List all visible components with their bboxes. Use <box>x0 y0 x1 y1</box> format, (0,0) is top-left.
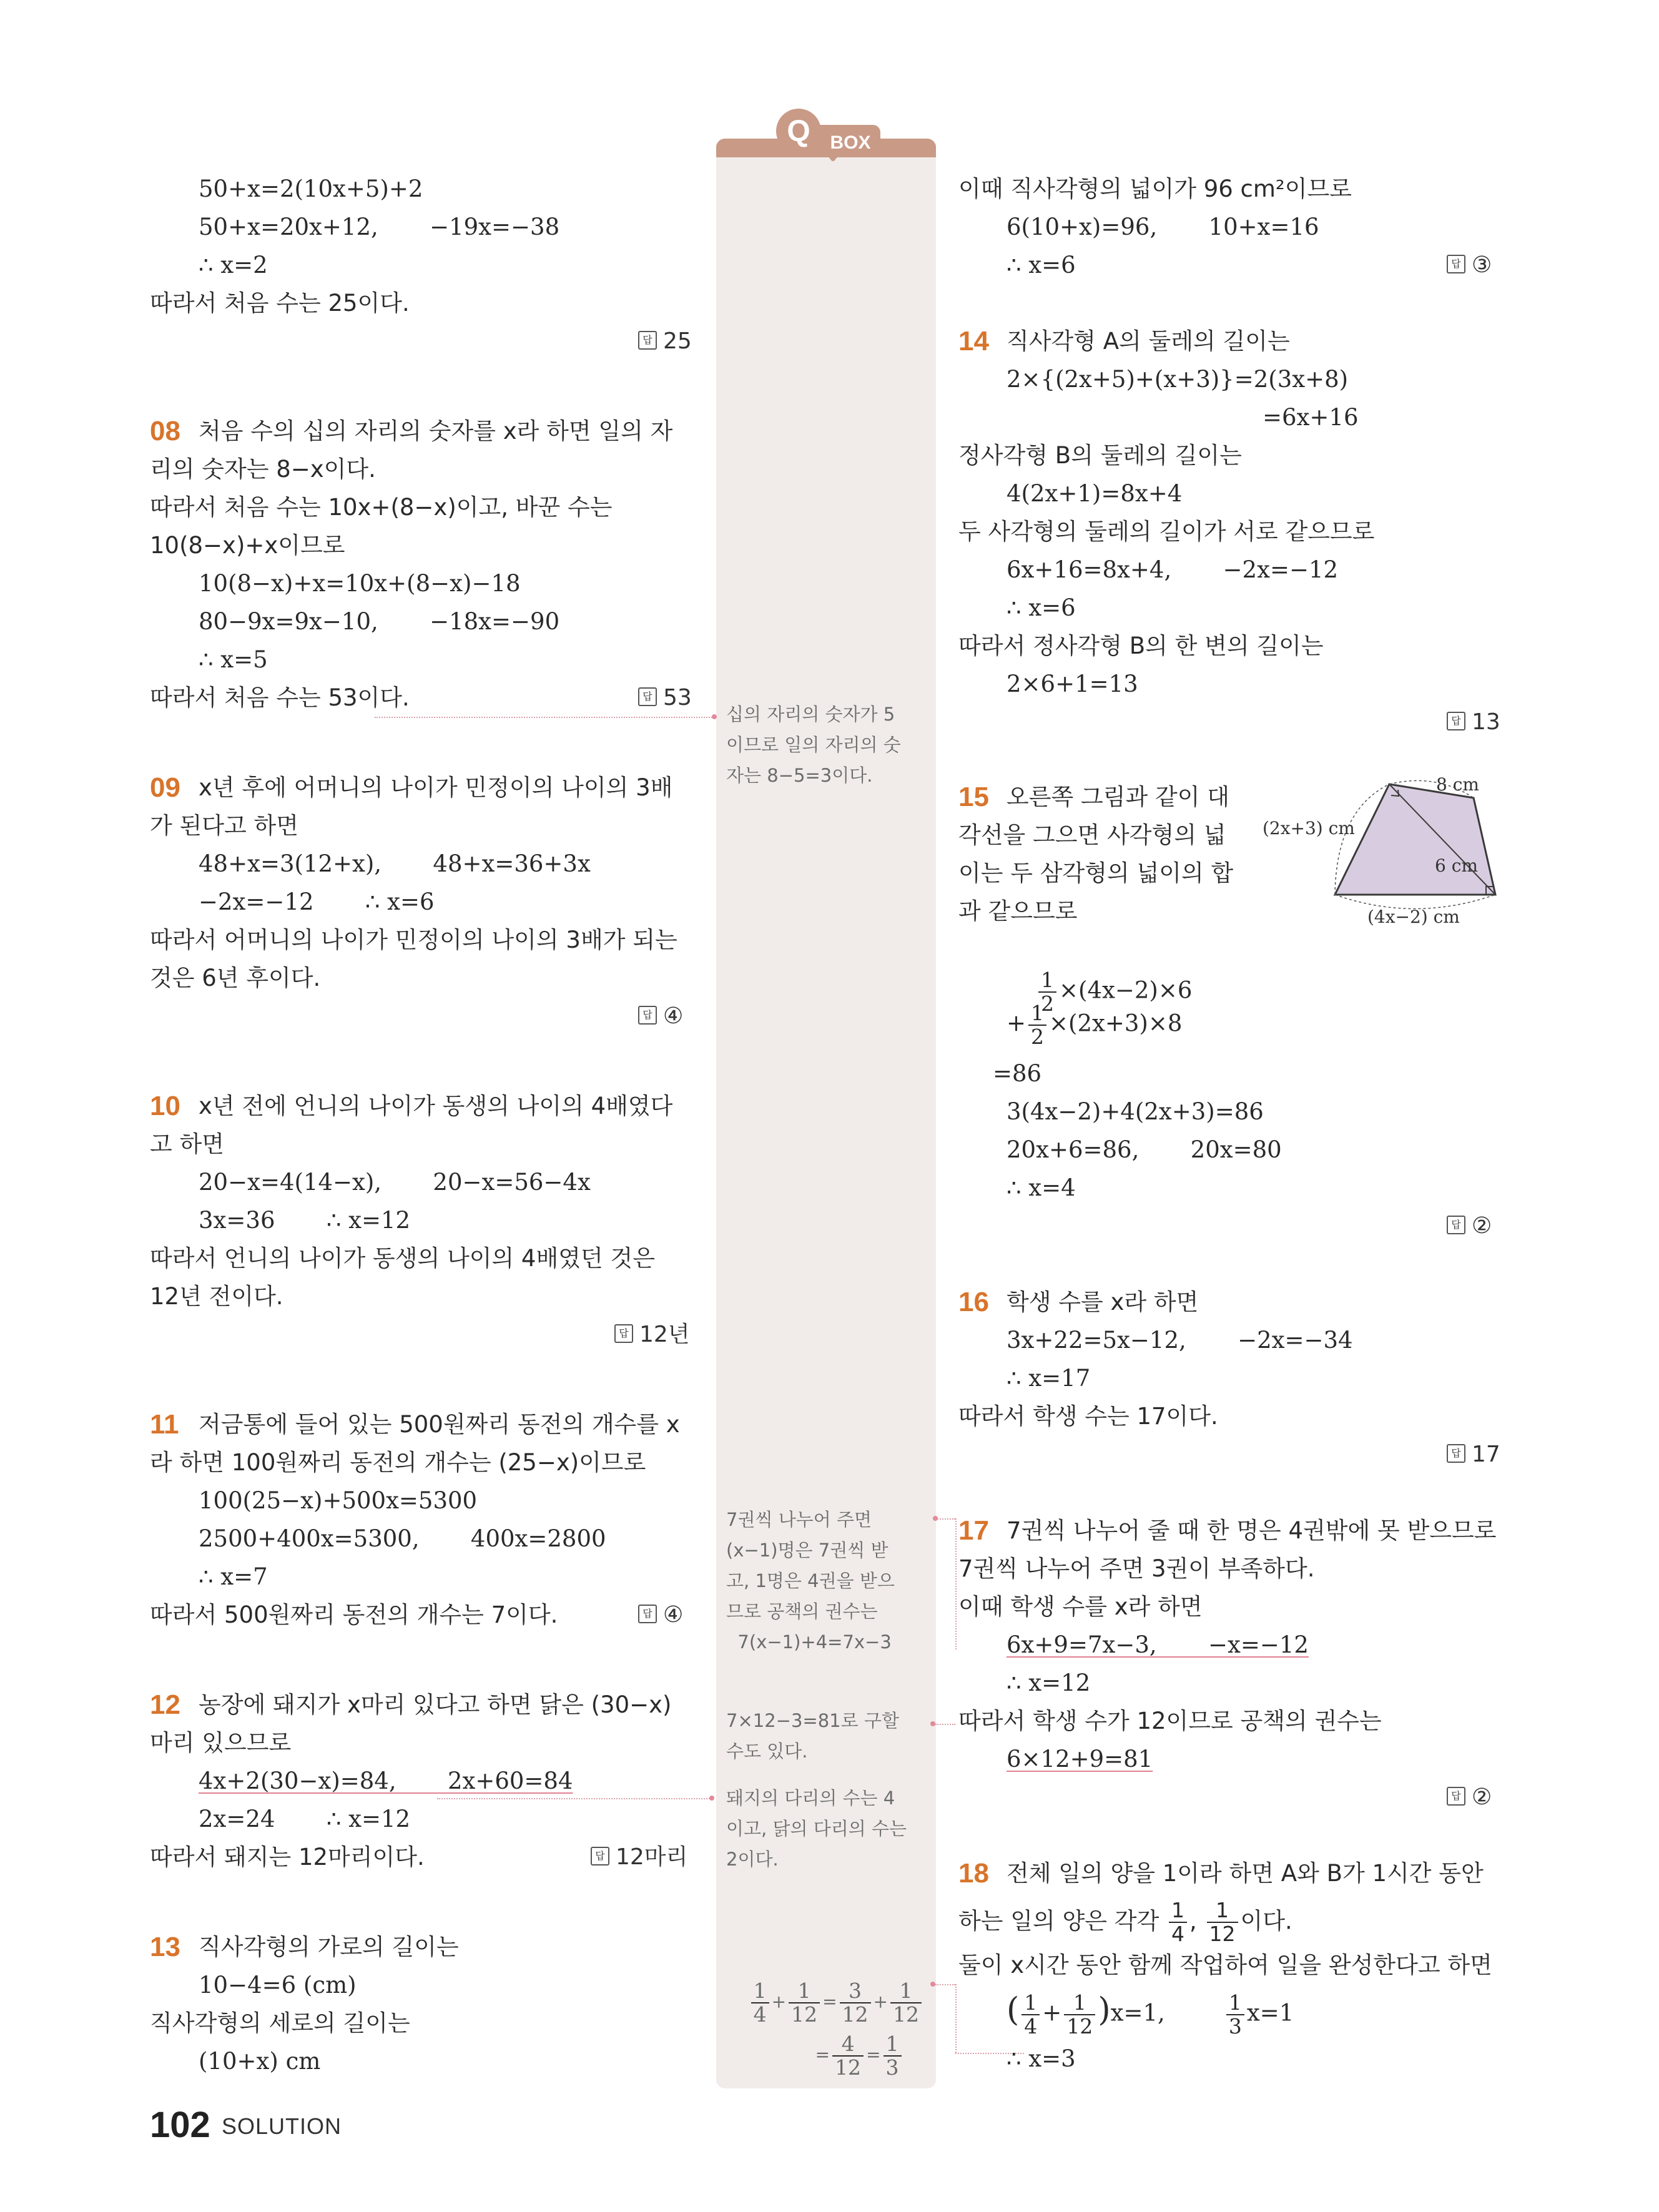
answer-15 <box>1447 1212 1492 1241</box>
eq-line: 6x+9=7x−3, −x=−12 <box>1007 1631 1309 1658</box>
frac-den: 3 <box>1228 2014 1242 2038</box>
text-line: 둘이 x시간 동안 함께 작업하여 일을 완성한다고 하면 <box>958 1952 1492 1979</box>
text-line: 오른쪽 그림과 같이 대 <box>1007 784 1229 810</box>
text-line: 것은 6년 후이다. <box>150 965 321 991</box>
qbox-q: Q <box>787 115 810 148</box>
note-line: 므로 공책의 권수는 <box>726 1601 878 1622</box>
frac-den: 2 <box>1031 1025 1045 1049</box>
answer-icon: 답 <box>1447 1216 1465 1234</box>
eq-line: 2x=24 ∴ x=12 <box>199 1806 411 1832</box>
eq-line: 6×12+9=81 <box>1007 1746 1153 1772</box>
problem-number: 08 <box>150 416 180 446</box>
eq-line: 3x=36 ∴ x=12 <box>199 1207 411 1234</box>
text-line: x년 전에 언니의 나이가 동생의 나이의 4배였다 <box>199 1093 673 1119</box>
eq-line: 10(8−x)+x=10x+(8−x)−18 <box>199 570 521 597</box>
eq-line: 2×6+1=13 <box>1007 671 1138 697</box>
label-6cm: 6 cm <box>1435 855 1478 876</box>
problem-number: 14 <box>958 326 989 356</box>
answer-icon: 답 <box>638 687 657 706</box>
answer-13 <box>1447 251 1492 280</box>
text-line: 따라서 처음 수는 53이다. <box>150 684 410 711</box>
connector <box>437 1798 712 1799</box>
eq-text: ×(2x+3)×8 <box>1049 1010 1183 1037</box>
problem-number: 11 <box>150 1409 179 1440</box>
problem-number: 09 <box>150 772 180 803</box>
connector <box>935 1724 955 1725</box>
eq-line: 100(25−x)+500x=5300 <box>199 1487 478 1514</box>
answer-value: ② <box>1472 1213 1492 1239</box>
frac-num: 1 <box>1226 1992 1244 2015</box>
connector-dot <box>712 714 717 719</box>
eq-line: ∴ x=2 <box>199 252 268 278</box>
text-line: 고 하면 <box>150 1131 224 1158</box>
connector-dot <box>930 1721 935 1726</box>
text-span: 이다. <box>1240 1907 1292 1935</box>
frac-num: 1 <box>1028 1002 1046 1026</box>
frac-den: 4 <box>1024 2014 1038 2038</box>
answer-14 <box>1447 708 1500 737</box>
text-line: 학생 수를 x라 하면 <box>1007 1289 1199 1315</box>
text-line: 라 하면 100원짜리 동전의 개수는 (25−x)이므로 <box>150 1449 646 1476</box>
eq-line: 4(2x+1)=8x+4 <box>1007 480 1183 507</box>
fraction-note-2: = $\frac{4}{12}$ = $\frac{1}{3}$ <box>793 2010 904 2101</box>
note-line: 십의 자리의 숫자가 5 <box>726 704 895 725</box>
text-line: 따라서 언니의 나이가 동생의 나이의 4배였던 것은 <box>150 1245 655 1272</box>
frac-num: 1 <box>1064 1992 1095 2015</box>
text-line: 따라서 학생 수는 17이다. <box>958 1403 1218 1430</box>
answer-icon: 답 <box>638 331 657 350</box>
frac-num: 1 <box>1207 1899 1238 1923</box>
answer-value: 12년 <box>639 1322 690 1347</box>
answer-17 <box>1447 1783 1492 1812</box>
text-line: x년 후에 어머니의 나이가 민정이의 나이의 3배 <box>199 774 673 801</box>
frac-den: 12 <box>1066 2014 1093 2038</box>
text-line: 따라서 정사각형 B의 한 변의 길이는 <box>958 632 1324 659</box>
qbox-logo <box>769 105 885 161</box>
eq-text: x=1, <box>1110 1999 1165 2027</box>
answer-value: ④ <box>663 1003 684 1029</box>
text-line: 정사각형 B의 둘레의 길이는 <box>958 442 1242 469</box>
eq-line: 20x+6=86, 20x=80 <box>1007 1136 1282 1163</box>
label-4x2: (4x−2) cm <box>1367 907 1460 927</box>
eq-line: 10−4=6 (cm) <box>199 1972 357 1998</box>
text-line: 따라서 돼지는 12마리이다. <box>150 1844 425 1870</box>
note-line: 수도 있다. <box>726 1741 808 1762</box>
text-line: 하는 일의 양은 각각 $\frac{1}{4}$ , $\frac{1}{12}$ 이다. <box>958 1898 1292 1946</box>
problem-number: 18 <box>958 1858 989 1889</box>
text-line: 이는 두 삼각형의 넓이의 합 <box>958 860 1234 887</box>
frac-num: 4 <box>832 2033 864 2057</box>
connector <box>935 1984 955 1985</box>
frac-num: 1 <box>1169 1899 1187 1923</box>
problem-number: 13 <box>150 1932 180 1962</box>
label-8cm: 8 cm <box>1436 774 1479 795</box>
answer-value: 12마리 <box>616 1844 688 1870</box>
eq-line: 48+x=3(12+x), 48+x=36+3x <box>199 850 591 877</box>
frac-num: 1 <box>1021 1992 1040 2015</box>
page-label: SOLUTION <box>222 2113 342 2139</box>
text-line: 리의 숫자는 8−x이다. <box>150 456 376 483</box>
problem-number: 16 <box>958 1287 989 1317</box>
text-line: 가 된다고 하면 <box>150 812 298 839</box>
text-line: 마리 있으므로 <box>150 1729 292 1756</box>
eq-line: ∴ x=7 <box>199 1563 268 1590</box>
text-line: 따라서 500원짜리 동전의 개수는 7이다. <box>150 1601 558 1628</box>
eq-line: + $\frac{1}{2}$ ×(2x+3)×8 <box>1007 1001 1183 1049</box>
note-line: 7권씩 나누어 주면 <box>726 1509 872 1530</box>
text-line: 이때 학생 수를 x라 하면 <box>958 1593 1203 1620</box>
text-line: 처음 수의 십의 자리의 숫자를 x라 하면 일의 자 <box>199 418 673 445</box>
quad-shape <box>1335 784 1495 895</box>
frac-den: 2 <box>1041 991 1055 1016</box>
connector <box>955 1984 957 2053</box>
eq-line: −2x=−12 ∴ x=6 <box>199 888 435 915</box>
eq-line: =6x+16 <box>1263 404 1359 431</box>
answer-value: ③ <box>1472 252 1492 278</box>
eq-line: 20−x=4(14−x), 20−x=56−4x <box>199 1169 591 1196</box>
answer-value: ④ <box>663 1602 684 1628</box>
text-line: 직사각형 A의 둘레의 길이는 <box>1007 328 1290 355</box>
answer-09 <box>638 1002 683 1031</box>
eq-line: ∴ x=3 <box>1007 2045 1076 2072</box>
problem-number: 12 <box>150 1689 180 1720</box>
problem-number: 15 <box>958 782 989 812</box>
answer-07 <box>638 327 692 356</box>
text-line: 직사각형의 세로의 길이는 <box>150 2010 410 2037</box>
connector <box>935 1518 955 1520</box>
text-line: 따라서 어머니의 나이가 민정이의 나이의 3배가 되는 <box>150 927 677 953</box>
text-line: 따라서 처음 수는 25이다. <box>150 290 410 317</box>
frac-den: 12 <box>835 2055 862 2080</box>
text-line: 직사각형의 가로의 길이는 <box>199 1934 459 1960</box>
answer-icon: 답 <box>591 1847 609 1865</box>
answer-icon: 답 <box>1447 712 1465 730</box>
answer-icon: 답 <box>1447 255 1465 273</box>
note-line: 고, 1명은 4권을 받으 <box>726 1570 895 1591</box>
frac-num: 1 <box>884 2033 902 2057</box>
frac-den: 12 <box>893 2002 920 2027</box>
frac-den: 3 <box>885 2055 899 2080</box>
note-line: 자는 8−5=3이다. <box>726 765 873 786</box>
connector <box>955 1518 957 1649</box>
page-number: 102 <box>150 2105 210 2145</box>
eq-line: ∴ x=5 <box>199 646 268 673</box>
eq-line: 3(4x−2)+4(2x+3)=86 <box>1007 1098 1264 1125</box>
frac-num: 1 <box>1038 969 1056 993</box>
eq-text: x=1 <box>1246 1999 1294 2027</box>
text-line: 각선을 그으면 사각형의 넓 <box>958 822 1226 848</box>
answer-value: 17 <box>1472 1442 1500 1467</box>
text-line: 10(8−x)+x이므로 <box>150 532 345 559</box>
eq-line: 3x+22=5x−12, −2x=−34 <box>1007 1327 1353 1354</box>
eq-line: 6(10+x)=96, 10+x=16 <box>1007 214 1319 240</box>
eq-line: ∴ x=6 <box>1007 252 1076 278</box>
note-line: 이고, 닭의 다리의 수는 <box>726 1818 907 1839</box>
label-2x3: (2x+3) cm <box>1263 818 1355 838</box>
text-line: 이때 직사각형의 넓이가 96 cm²이므로 <box>958 175 1352 202</box>
answer-icon: 답 <box>1447 1787 1465 1806</box>
note-line: 7(x−1)+4=7x−3 <box>726 1631 892 1653</box>
answer-icon: 답 <box>1447 1444 1465 1463</box>
answer-icon: 답 <box>638 1605 657 1623</box>
answer-12 <box>591 1843 687 1872</box>
frac-den: 12 <box>791 2002 818 2027</box>
problem-number: 17 <box>958 1515 989 1546</box>
frac-num: 1 <box>789 1980 820 2003</box>
eq-line: 50+x=2(10x+5)+2 <box>199 175 423 202</box>
eq-text: ×(4x−2)×6 <box>1059 976 1193 1004</box>
frac-num: 1 <box>890 1980 922 2003</box>
answer-icon: 답 <box>638 1006 657 1025</box>
text-line: 전체 일의 양을 1이라 하면 A와 B가 1시간 동안 <box>1007 1860 1484 1887</box>
eq-line: 4x+2(30−x)=84, 2x+60=84 <box>199 1767 573 1794</box>
eq-line: ∴ x=6 <box>1007 594 1076 621</box>
frac-den: 4 <box>753 2002 767 2027</box>
eq-line: 2500+400x=5300, 400x=2800 <box>199 1525 606 1552</box>
eq-line: ∴ x=12 <box>1007 1669 1091 1696</box>
answer-value: 25 <box>663 328 692 354</box>
answer-10 <box>614 1320 690 1349</box>
note-line: (x−1)명은 7권씩 받 <box>726 1540 889 1561</box>
answer-11 <box>638 1601 683 1630</box>
frac-den: 12 <box>842 2002 869 2027</box>
connector-dot <box>709 1796 714 1801</box>
connector <box>375 717 715 718</box>
note-line: 2이다. <box>726 1849 779 1870</box>
answer-value: 13 <box>1472 709 1500 735</box>
note-line: 돼지의 다리의 수는 4 <box>726 1787 895 1809</box>
eq-line: (10+x) cm <box>199 2048 321 2075</box>
eq-line: 80−9x=9x−10, −18x=−90 <box>199 608 560 635</box>
eq-line: 50+x=20x+12, −19x=−38 <box>199 214 560 240</box>
connector-dot <box>930 1982 935 1987</box>
frac-den: 4 <box>1171 1922 1184 1946</box>
text-line: 7권씩 나누어 주면 3권이 부족하다. <box>958 1555 1315 1582</box>
note-line: 이므로 일의 자리의 숫 <box>726 734 901 755</box>
text-line: 저금통에 들어 있는 500원짜리 동전의 개수를 x <box>199 1411 680 1438</box>
text-line: 두 사각형의 둘레의 길이가 서로 같으므로 <box>958 518 1375 545</box>
answer-16 <box>1447 1440 1500 1469</box>
eq-line: ( $\frac{1}{4}$ + $\frac{1}{12}$ )x=1, $\frac{1}{3}$ x=1 <box>1007 1990 1294 2038</box>
text-line: 7권씩 나누어 줄 때 한 명은 4권밖에 못 받으므로 <box>1007 1517 1497 1544</box>
quadrilateral-figure <box>1249 773 1511 929</box>
text-line: 따라서 처음 수는 10x+(8−x)이고, 바꾼 수는 <box>150 494 613 521</box>
answer-value: 53 <box>663 685 692 710</box>
frac-num: 3 <box>840 1980 871 2003</box>
problem-number: 10 <box>150 1091 180 1121</box>
answer-value: ② <box>1472 1784 1492 1810</box>
text-span: 하는 일의 양은 각각 <box>958 1907 1166 1935</box>
eq-line: ∴ x=17 <box>1007 1365 1091 1392</box>
text-line: 과 같으므로 <box>958 898 1078 925</box>
eq-line: =86 <box>993 1060 1042 1087</box>
answer-icon: 답 <box>614 1324 633 1343</box>
text-line: 12년 전이다. <box>150 1283 283 1310</box>
text-line: 농장에 돼지가 x마리 있다고 하면 닭은 (30−x) <box>199 1691 672 1718</box>
frac-den: 12 <box>1209 1922 1236 1946</box>
eq-line: ∴ x=4 <box>1007 1174 1076 1201</box>
text-line: 따라서 학생 수가 12이므로 공책의 권수는 <box>958 1708 1382 1734</box>
eq-line: 2×{(2x+5)+(x+3)}=2(3x+8) <box>1007 366 1349 393</box>
eq-line: 6x+16=8x+4, −2x=−12 <box>1007 556 1339 583</box>
note-line: 7×12−3=81로 구할 <box>726 1710 899 1731</box>
frac-num: 1 <box>751 1980 769 2003</box>
answer-08 <box>638 684 692 712</box>
qbox-box: BOX <box>830 132 871 153</box>
fraction-note: $\frac{1}{4}$ + $\frac{1}{12}$ = $\frac{3}{12}$ + $\frac{1}{12}$ <box>726 1957 924 2048</box>
